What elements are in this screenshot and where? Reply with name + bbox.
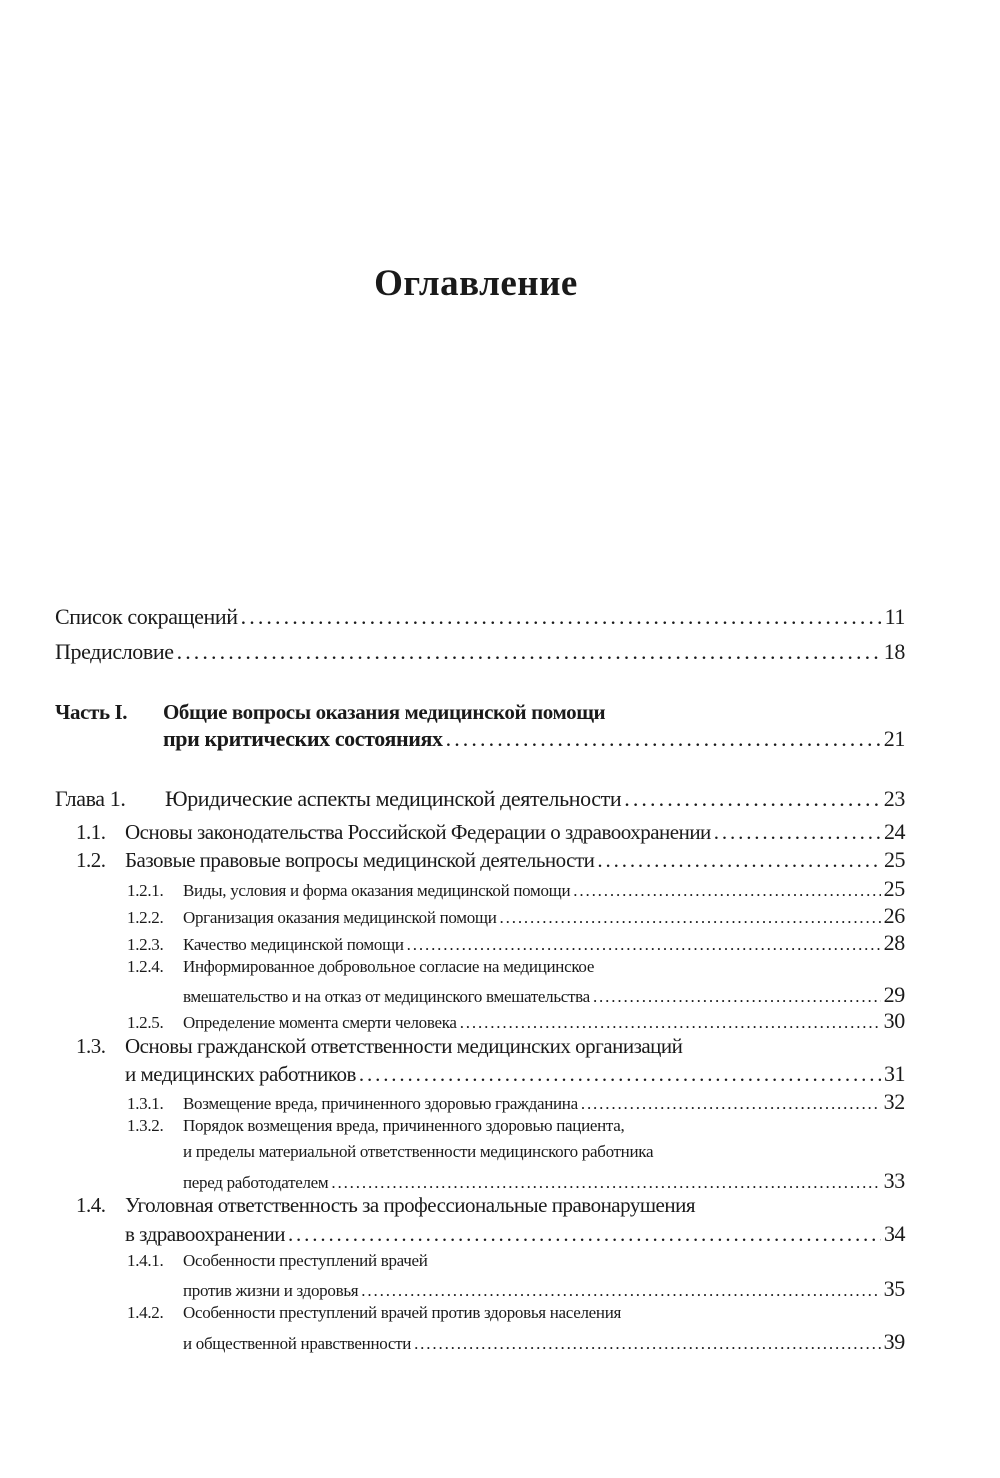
dot-leader (414, 1334, 881, 1354)
toc-entry-number: 1.2.4. (127, 957, 164, 976)
toc-page-number: 29 (883, 982, 905, 1007)
toc-entry-title: Определение момента смерти человека (183, 1013, 457, 1032)
toc-page-number: 28 (883, 930, 905, 955)
toc-page-number: 31 (884, 1061, 905, 1086)
toc-page-number: 39 (883, 1329, 905, 1354)
toc-entry-number: 1.2. (76, 848, 106, 872)
toc-entry-title: в здравоохранении (125, 1222, 285, 1246)
toc-entry-line (127, 903, 905, 929)
dot-leader (288, 1222, 881, 1247)
toc-page-number: 24 (884, 819, 905, 844)
toc-entry-number: 1.2.3. (127, 935, 164, 954)
toc-page-number: 32 (883, 1089, 905, 1114)
dot-leader (359, 1062, 881, 1087)
toc-entry-title: Основы гражданской ответственности медицинских организаций (125, 1034, 683, 1058)
toc-page-number: 34 (884, 1221, 905, 1246)
toc-entry-title: Базовые правовые вопросы медицинской деятельности (125, 848, 595, 872)
toc-entry-title: Список сокращений (55, 604, 238, 629)
toc-entry-title: и пределы материальной ответственности медицинского работника (183, 1142, 654, 1161)
toc-entry-line (55, 786, 905, 812)
toc-entry-title: Информированное добровольное согласие на медицинское (183, 957, 595, 976)
toc-page-number: 35 (883, 1276, 905, 1301)
toc-entry-line (76, 1193, 905, 1218)
toc-entry-number: Часть I. (55, 700, 128, 724)
toc-entry-number: 1.4.1. (127, 1251, 164, 1270)
toc-entry-line (127, 1251, 905, 1271)
toc-page-number: 25 (884, 847, 905, 872)
toc-page-number: 26 (883, 903, 905, 928)
toc-entry-line (183, 1168, 905, 1194)
toc-entry-line (55, 700, 905, 725)
page-title: Оглавление (374, 263, 578, 304)
toc-entry-title: и медицинских работников (125, 1062, 356, 1086)
dot-leader (714, 820, 881, 845)
toc-entry-line (55, 639, 905, 665)
dot-leader (581, 1094, 881, 1114)
toc-entry-line (183, 1142, 905, 1162)
toc-entry-line (76, 847, 905, 873)
dot-leader (597, 848, 881, 873)
toc-entry-title: Общие вопросы оказания медицинской помощи (163, 700, 606, 724)
toc-entry-title: Виды, условия и форма оказания медицинской помощи (183, 881, 571, 900)
toc-page-number: 33 (883, 1168, 905, 1193)
toc-page-number: 21 (883, 726, 905, 751)
toc-entry-line (127, 930, 905, 956)
toc-entry-number: 1.4.2. (127, 1303, 164, 1322)
dot-leader (177, 639, 881, 665)
dot-leader (500, 908, 881, 928)
toc-entry-title: Юридические аспекты медицинской деятельности (165, 786, 622, 811)
dot-leader (241, 604, 882, 630)
toc-entry-number: 1.4. (76, 1193, 106, 1217)
toc-entry-title: Организация оказания медицинской помощи (183, 908, 497, 927)
toc-entry-title: Особенности преступлений врачей против здоровья населения (183, 1303, 622, 1322)
toc-entry-line (55, 604, 905, 630)
dot-leader (593, 987, 881, 1007)
toc-entry-line (127, 957, 905, 977)
toc-entry-number: 1.2.5. (127, 1013, 164, 1032)
toc-entry-title: Возмещение вреда, причиненного здоровью гражданина (183, 1094, 578, 1113)
toc-entry-number: 1.3. (76, 1034, 106, 1058)
toc-page-number: 25 (883, 876, 905, 901)
toc-entry-title: Порядок возмещения вреда, причиненного здоровью пациента, (183, 1116, 625, 1135)
dot-leader (331, 1173, 880, 1193)
toc-page-number: 18 (883, 639, 905, 664)
dot-leader (624, 786, 881, 812)
toc-entry-title: против жизни и здоровья (183, 1281, 359, 1300)
toc-entry-title: Особенности преступлений врачей (183, 1251, 428, 1270)
dot-leader (446, 726, 881, 752)
toc-page-number: 30 (883, 1008, 905, 1033)
toc-entry-title: вмешательство и на отказ от медицинского вмешательства (183, 987, 590, 1006)
toc-entry-line (183, 1276, 905, 1302)
toc-entry-line (125, 1221, 905, 1247)
toc-entry-number: 1.3.2. (127, 1116, 164, 1135)
toc-entry-line (127, 1089, 905, 1115)
dot-leader (361, 1281, 880, 1301)
toc-entry-line (127, 1116, 905, 1136)
toc-entry-title: Предисловие (55, 639, 174, 664)
toc-entry-line (125, 1061, 905, 1087)
toc-entry-title: и общественной нравственности (183, 1334, 412, 1353)
toc-entry-number: 1.1. (76, 820, 106, 844)
dot-leader (573, 881, 880, 901)
toc-entry-title: перед работодателем (183, 1173, 329, 1192)
toc-entry-title: при критических состояниях (163, 726, 443, 751)
dot-leader (407, 935, 881, 955)
toc-entry-number: 1.2.2. (127, 908, 164, 927)
toc-entry-line (127, 1303, 905, 1323)
toc-entry-number: Глава 1. (55, 786, 126, 811)
toc-entry-title: Уголовная ответственность за профессиональные правонарушения (125, 1193, 695, 1217)
toc-entry-title: Основы законодательства Российской Федерации о здравоохранении (125, 820, 711, 844)
dot-leader (460, 1013, 881, 1033)
toc-entry-title: Качество медицинской помощи (183, 935, 404, 954)
toc-entry-line (76, 819, 905, 845)
toc-entry-line (163, 726, 905, 752)
toc-page-number: 23 (883, 786, 905, 811)
toc-entry-line (127, 1008, 905, 1034)
toc-entry-line (76, 1034, 905, 1059)
toc-entry-line (127, 876, 905, 902)
toc-entry-number: 1.2.1. (127, 881, 164, 900)
toc-page-number: 11 (884, 604, 905, 629)
toc-entry-number: 1.3.1. (127, 1094, 164, 1113)
toc-entry-line (183, 982, 905, 1008)
toc-entry-line (183, 1329, 905, 1355)
